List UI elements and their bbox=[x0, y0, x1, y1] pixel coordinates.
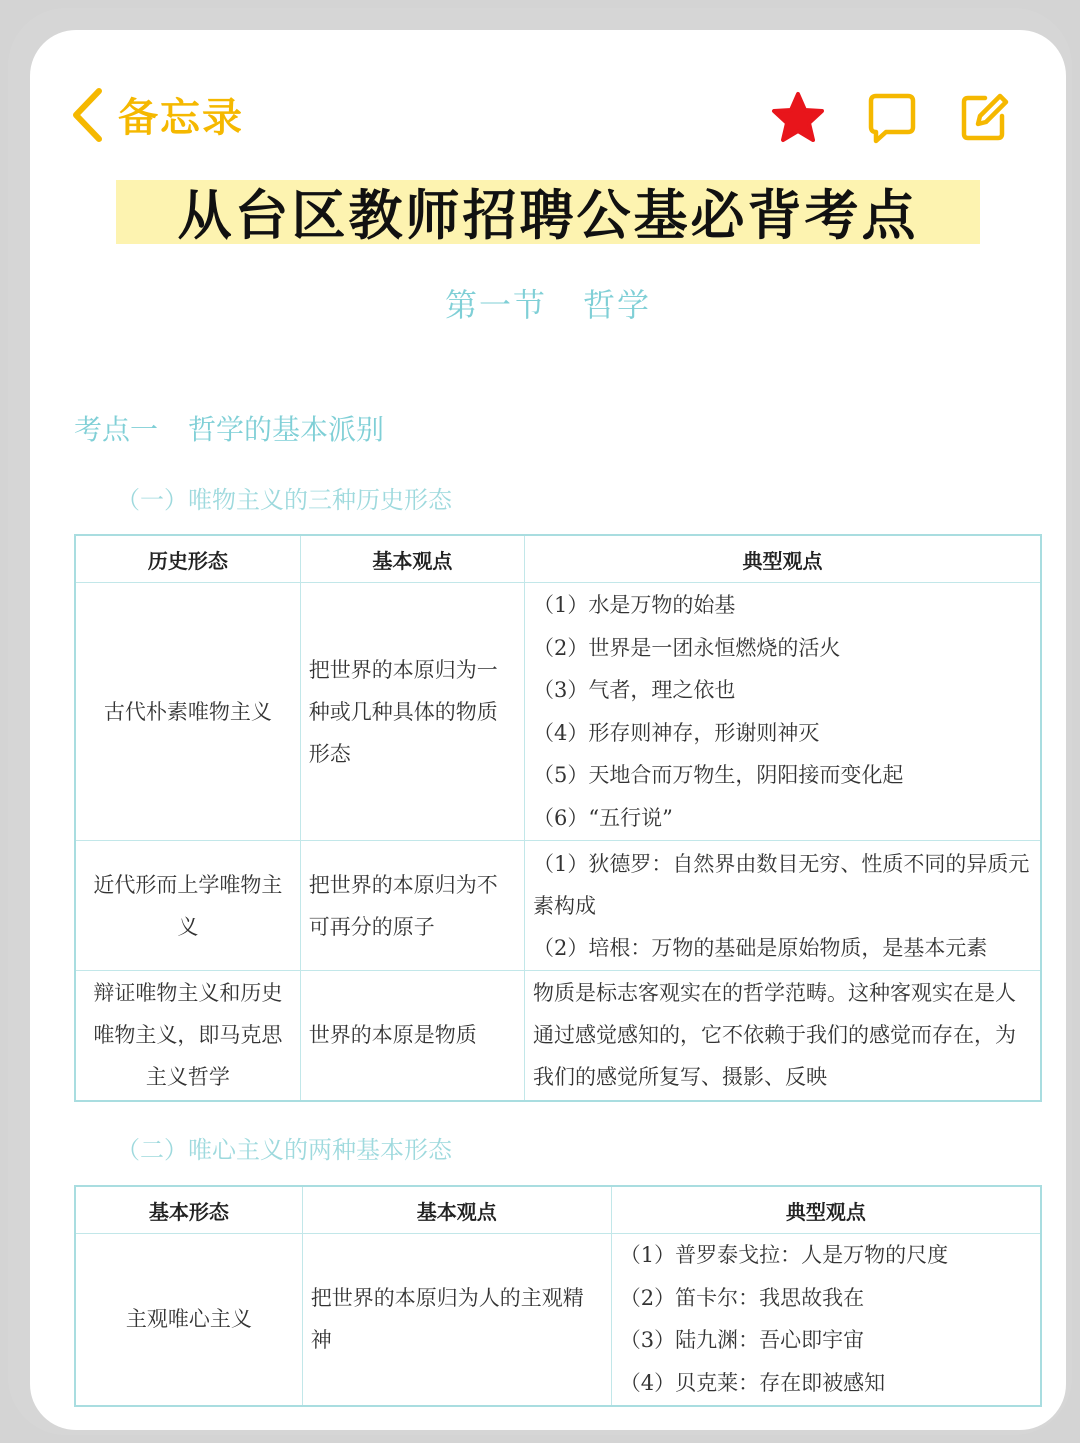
table-row bbox=[75, 971, 1041, 1101]
list-item: （1）狄德罗：自然界由数目无穷、性质不同的异质元素构成 bbox=[533, 851, 1030, 918]
typical-view-cell bbox=[525, 841, 1041, 971]
section-heading bbox=[30, 280, 1066, 326]
column-header: 典型观点 bbox=[611, 1186, 1041, 1234]
table-header-row bbox=[75, 535, 1041, 583]
section-name: 哲学 bbox=[583, 286, 652, 324]
notes-screen bbox=[30, 30, 1066, 1430]
page-title: 从台区教师招聘公基必背考点 bbox=[177, 183, 919, 247]
list-item: （2）世界是一团永恒燃烧的活火 bbox=[533, 635, 841, 660]
table-row bbox=[75, 841, 1041, 971]
basic-view-cell: 世界的本原是物质 bbox=[300, 971, 524, 1101]
list-item: （3）陆九渊：吾心即宇宙 bbox=[619, 1328, 865, 1353]
list-item: （3）气者，理之依也 bbox=[533, 678, 736, 702]
basic-view-cell: 把世界的本原归为一种或几种具体的物质形态 bbox=[300, 583, 524, 841]
basic-view-cell: 把世界的本原归为人的主观精神 bbox=[302, 1234, 611, 1406]
star-icon[interactable] bbox=[770, 90, 826, 150]
table-row bbox=[75, 1234, 1041, 1406]
basic-view-cell: 把世界的本原归为不可再分的原子 bbox=[300, 841, 524, 971]
typical-view-cell bbox=[525, 583, 1041, 841]
materialism-table bbox=[74, 534, 1042, 1102]
list-item: （2）培根：万物的基础是原始物质，是基本元素 bbox=[533, 935, 988, 960]
subsection-heading-1: （一）唯物主义的三种历史形态 bbox=[116, 486, 452, 514]
chevron-left-icon bbox=[70, 87, 104, 143]
column-header: 基本观点 bbox=[302, 1186, 611, 1234]
device-frame bbox=[8, 8, 1072, 1435]
list-item: （1）普罗泰戈拉：人是万物的尺度 bbox=[619, 1243, 949, 1268]
form-cell: 主观唯心主义 bbox=[75, 1234, 302, 1406]
form-cell: 辩证唯物主义和历史唯物主义，即马克思主义哲学 bbox=[75, 971, 300, 1101]
back-label: 备忘录 bbox=[118, 95, 244, 141]
typical-view-cell: 物质是标志客观实在的哲学范畴。这种客观实在是人通过感觉感知的，它不依赖于我们的感觉而存在，为我们的感觉所复写、摄影、反映 bbox=[525, 971, 1041, 1101]
table-row bbox=[75, 583, 1041, 841]
idealism-table bbox=[74, 1185, 1042, 1407]
section-number: 第一节 bbox=[444, 286, 547, 324]
list-item: （1）水是万物的始基 bbox=[533, 593, 736, 617]
form-cell: 古代朴素唯物主义 bbox=[75, 583, 300, 841]
list-item: （4）贝克莱：存在即被感知 bbox=[619, 1370, 886, 1395]
point-number: 考点一 bbox=[74, 413, 159, 446]
list-item: （2）笛卡尔：我思故我在 bbox=[619, 1285, 865, 1310]
edit-icon[interactable] bbox=[958, 90, 1010, 150]
comment-icon[interactable] bbox=[866, 90, 918, 150]
list-item: （5）天地合而万物生，阴阳接而变化起 bbox=[533, 763, 904, 787]
subsection-heading-2: （二）唯心主义的两种基本形态 bbox=[116, 1136, 452, 1164]
list-item: （6）“五行说” bbox=[533, 805, 673, 830]
form-cell: 近代形而上学唯物主义 bbox=[75, 841, 300, 971]
back-button[interactable] bbox=[70, 86, 244, 143]
typical-view-cell bbox=[611, 1234, 1041, 1406]
table-header-row bbox=[75, 1186, 1041, 1234]
column-header: 基本观点 bbox=[300, 535, 524, 583]
column-header: 历史形态 bbox=[75, 535, 300, 583]
column-header: 典型观点 bbox=[525, 535, 1041, 583]
point-heading bbox=[74, 408, 384, 448]
list-item: （4）形存则神存，形谢则神灭 bbox=[533, 720, 820, 745]
point-name: 哲学的基本派别 bbox=[188, 413, 385, 446]
column-header: 基本形态 bbox=[75, 1186, 302, 1234]
